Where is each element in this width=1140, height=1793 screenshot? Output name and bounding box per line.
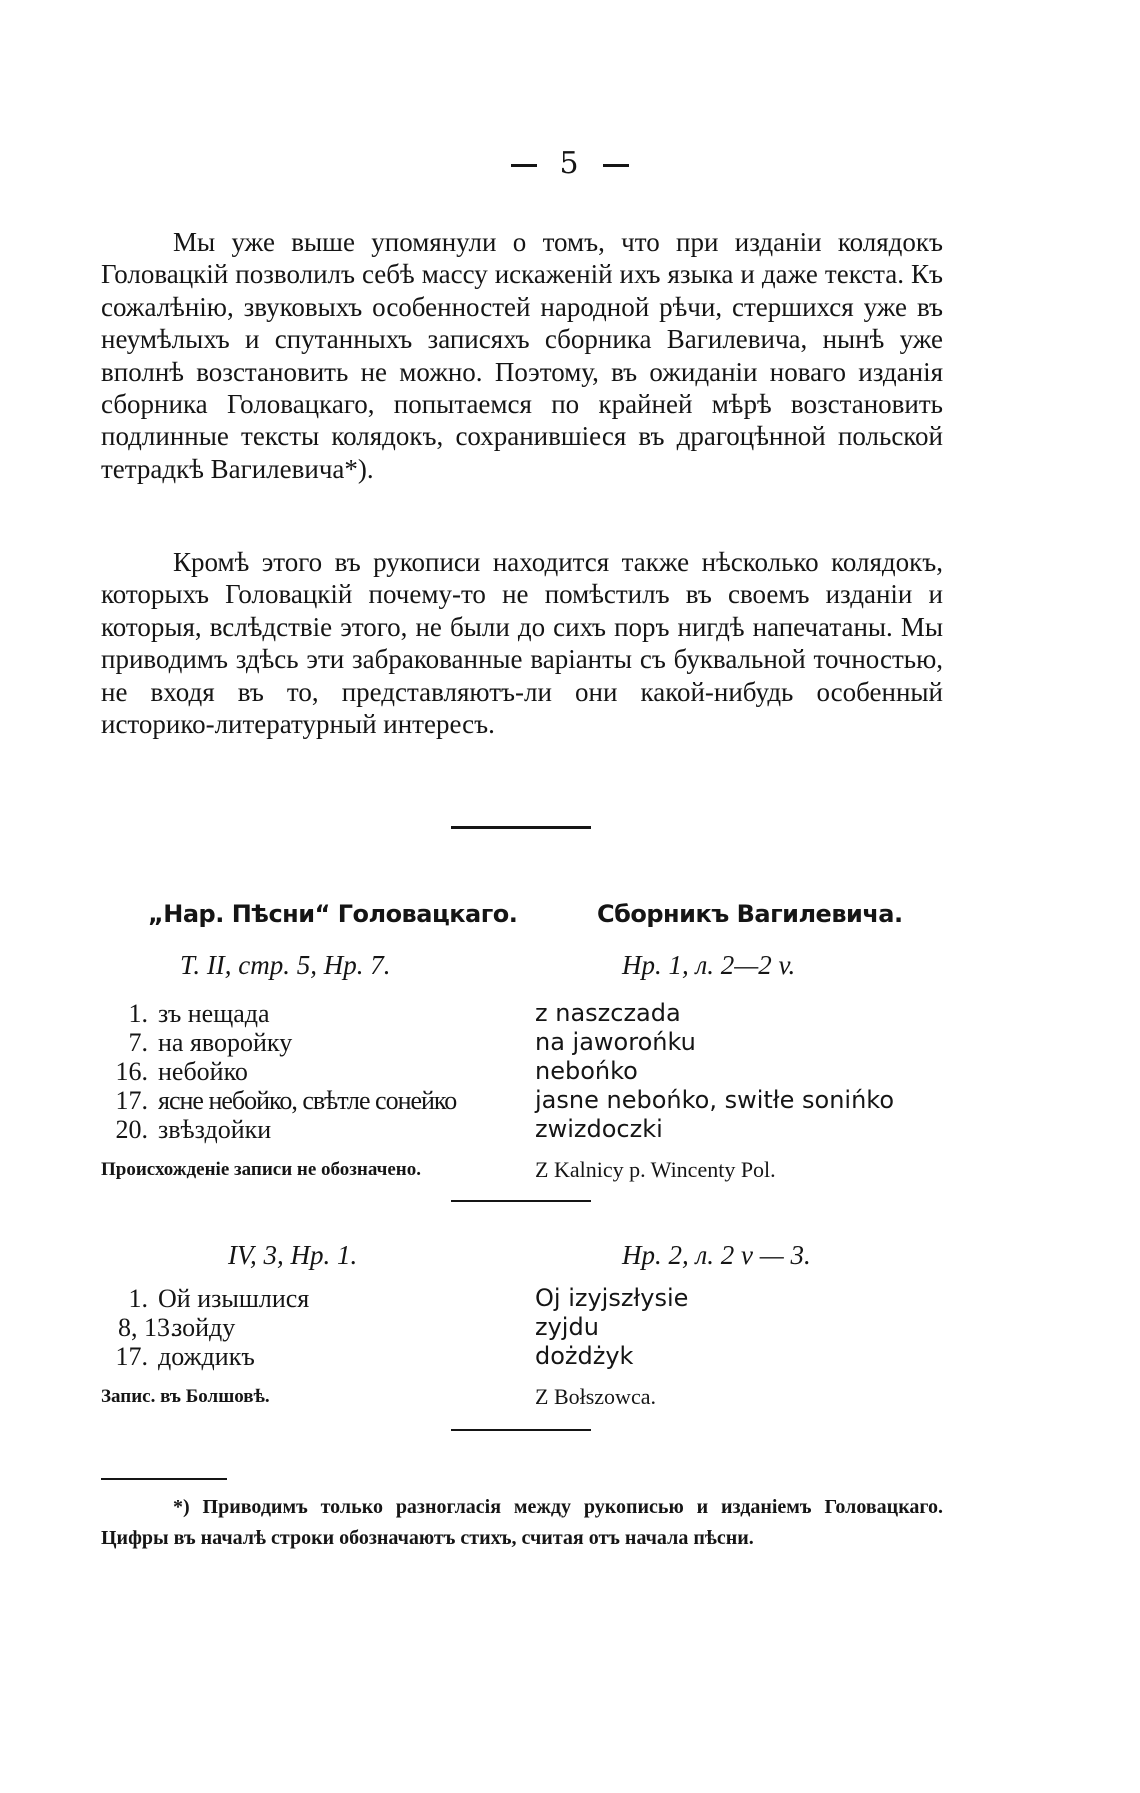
paragraph-1: Мы уже выше упомянули о томъ, что при изданіи колядокъ Головацкій позволилъ себѣ массу искаженій ихъ языка и даже текста. Къ сожалѣнію, звуковыхъ особенностей народной рѣчи, стершихся уже въ неумѣлыхъ и спутанныхъ записяхъ сборника Вагилевича, нынѣ уже вполнѣ возстановить не можно. Поэтому, въ ожиданіи новаго изданія сборника Головацкаго, попытаемся по крайней мѣрѣ возстановить подлинные тексты колядокъ, сохранившіеся въ драгоцѣнной польской тетрадкѣ Вагилевича*). (101, 227, 943, 484)
table-row: zwizdoczki (535, 1115, 663, 1143)
table-row: nebońko (535, 1057, 638, 1085)
table-row: zyjdu (535, 1313, 599, 1341)
block1-left-source: Происхожденіе записи не обозначено. (101, 1159, 421, 1180)
block-divider-2 (451, 1429, 591, 1431)
block2-right-rows (535, 1284, 688, 1371)
block2-left-rows (90, 1284, 309, 1371)
block2-right-source: Z Bołszowca. (535, 1384, 656, 1409)
page-number-dash-right (603, 164, 629, 167)
table-row: 7. на яворойку (128, 1028, 293, 1057)
block1-right-rows (535, 999, 894, 1144)
table-row: dożdżyk (535, 1342, 634, 1370)
paragraph-2: Кромѣ этого въ рукописи находится также нѣсколько колядокъ, которыхъ Головацкій почему-то не помѣстилъ въ своемъ изданіи и которыя, вслѣдствіе этого, не были до сихъ поръ нигдѣ напечатаны. Мы приводимъ здѣсь эти забракованные варіанты съ буквальной точностью, не входя въ то, представляютъ-ли они какой-нибудь особенный историко-литературный интересъ. (101, 547, 943, 740)
page-number-dash-left (511, 164, 537, 167)
table-row: 17. ясне небойко, свѣтле сонейко (115, 1086, 457, 1115)
footnote-separator (101, 1478, 227, 1480)
block-divider (451, 1200, 591, 1202)
table-row: Oj izyjszłysie (535, 1284, 689, 1312)
table-row: jasne nebońko, switłe sonińko (535, 1086, 895, 1114)
table-row: 16. небойко (115, 1057, 248, 1086)
table-row: 17. дождикъ (115, 1342, 255, 1371)
block1-right-reference: Нр. 1, л. 2—2 v. (622, 950, 796, 980)
block2-right-reference: Нр. 2, л. 2 v — 3. (622, 1240, 811, 1270)
table-row: 20. звѣздойки (115, 1115, 272, 1144)
block1-left-reference: Т. II, стр. 5, Нр. 7. (180, 950, 391, 980)
right-column-header: Сборникъ Вагилевича. (597, 900, 903, 928)
table-row: na jaworońku (535, 1028, 696, 1056)
table-row: z naszczada (535, 999, 681, 1027)
block2-left-reference: IV, 3, Нр. 1. (228, 1240, 358, 1270)
block1-left-rows (106, 999, 456, 1144)
left-column-header: „Нар. Пѣсни“ Головацкаго. (148, 900, 518, 928)
table-row: 8, 13.зойду (118, 1313, 236, 1342)
page-number: 5 (0, 146, 1140, 181)
table-row: 1. Ой изышлися (128, 1284, 310, 1313)
block2-left-source: Запис. въ Болшовѣ. (101, 1386, 270, 1407)
section-divider (451, 826, 591, 829)
table-row: 1. зъ нещада (128, 999, 270, 1028)
footnote: *) Приводимъ только разногласія между рукописью и изданіемъ Головацкаго. Цифры въ началѣ строки обозначаютъ стихъ, считая отъ начала пѣсни. (101, 1496, 943, 1549)
block1-right-source: Z Kalnicy p. Wincenty Pol. (535, 1157, 776, 1182)
